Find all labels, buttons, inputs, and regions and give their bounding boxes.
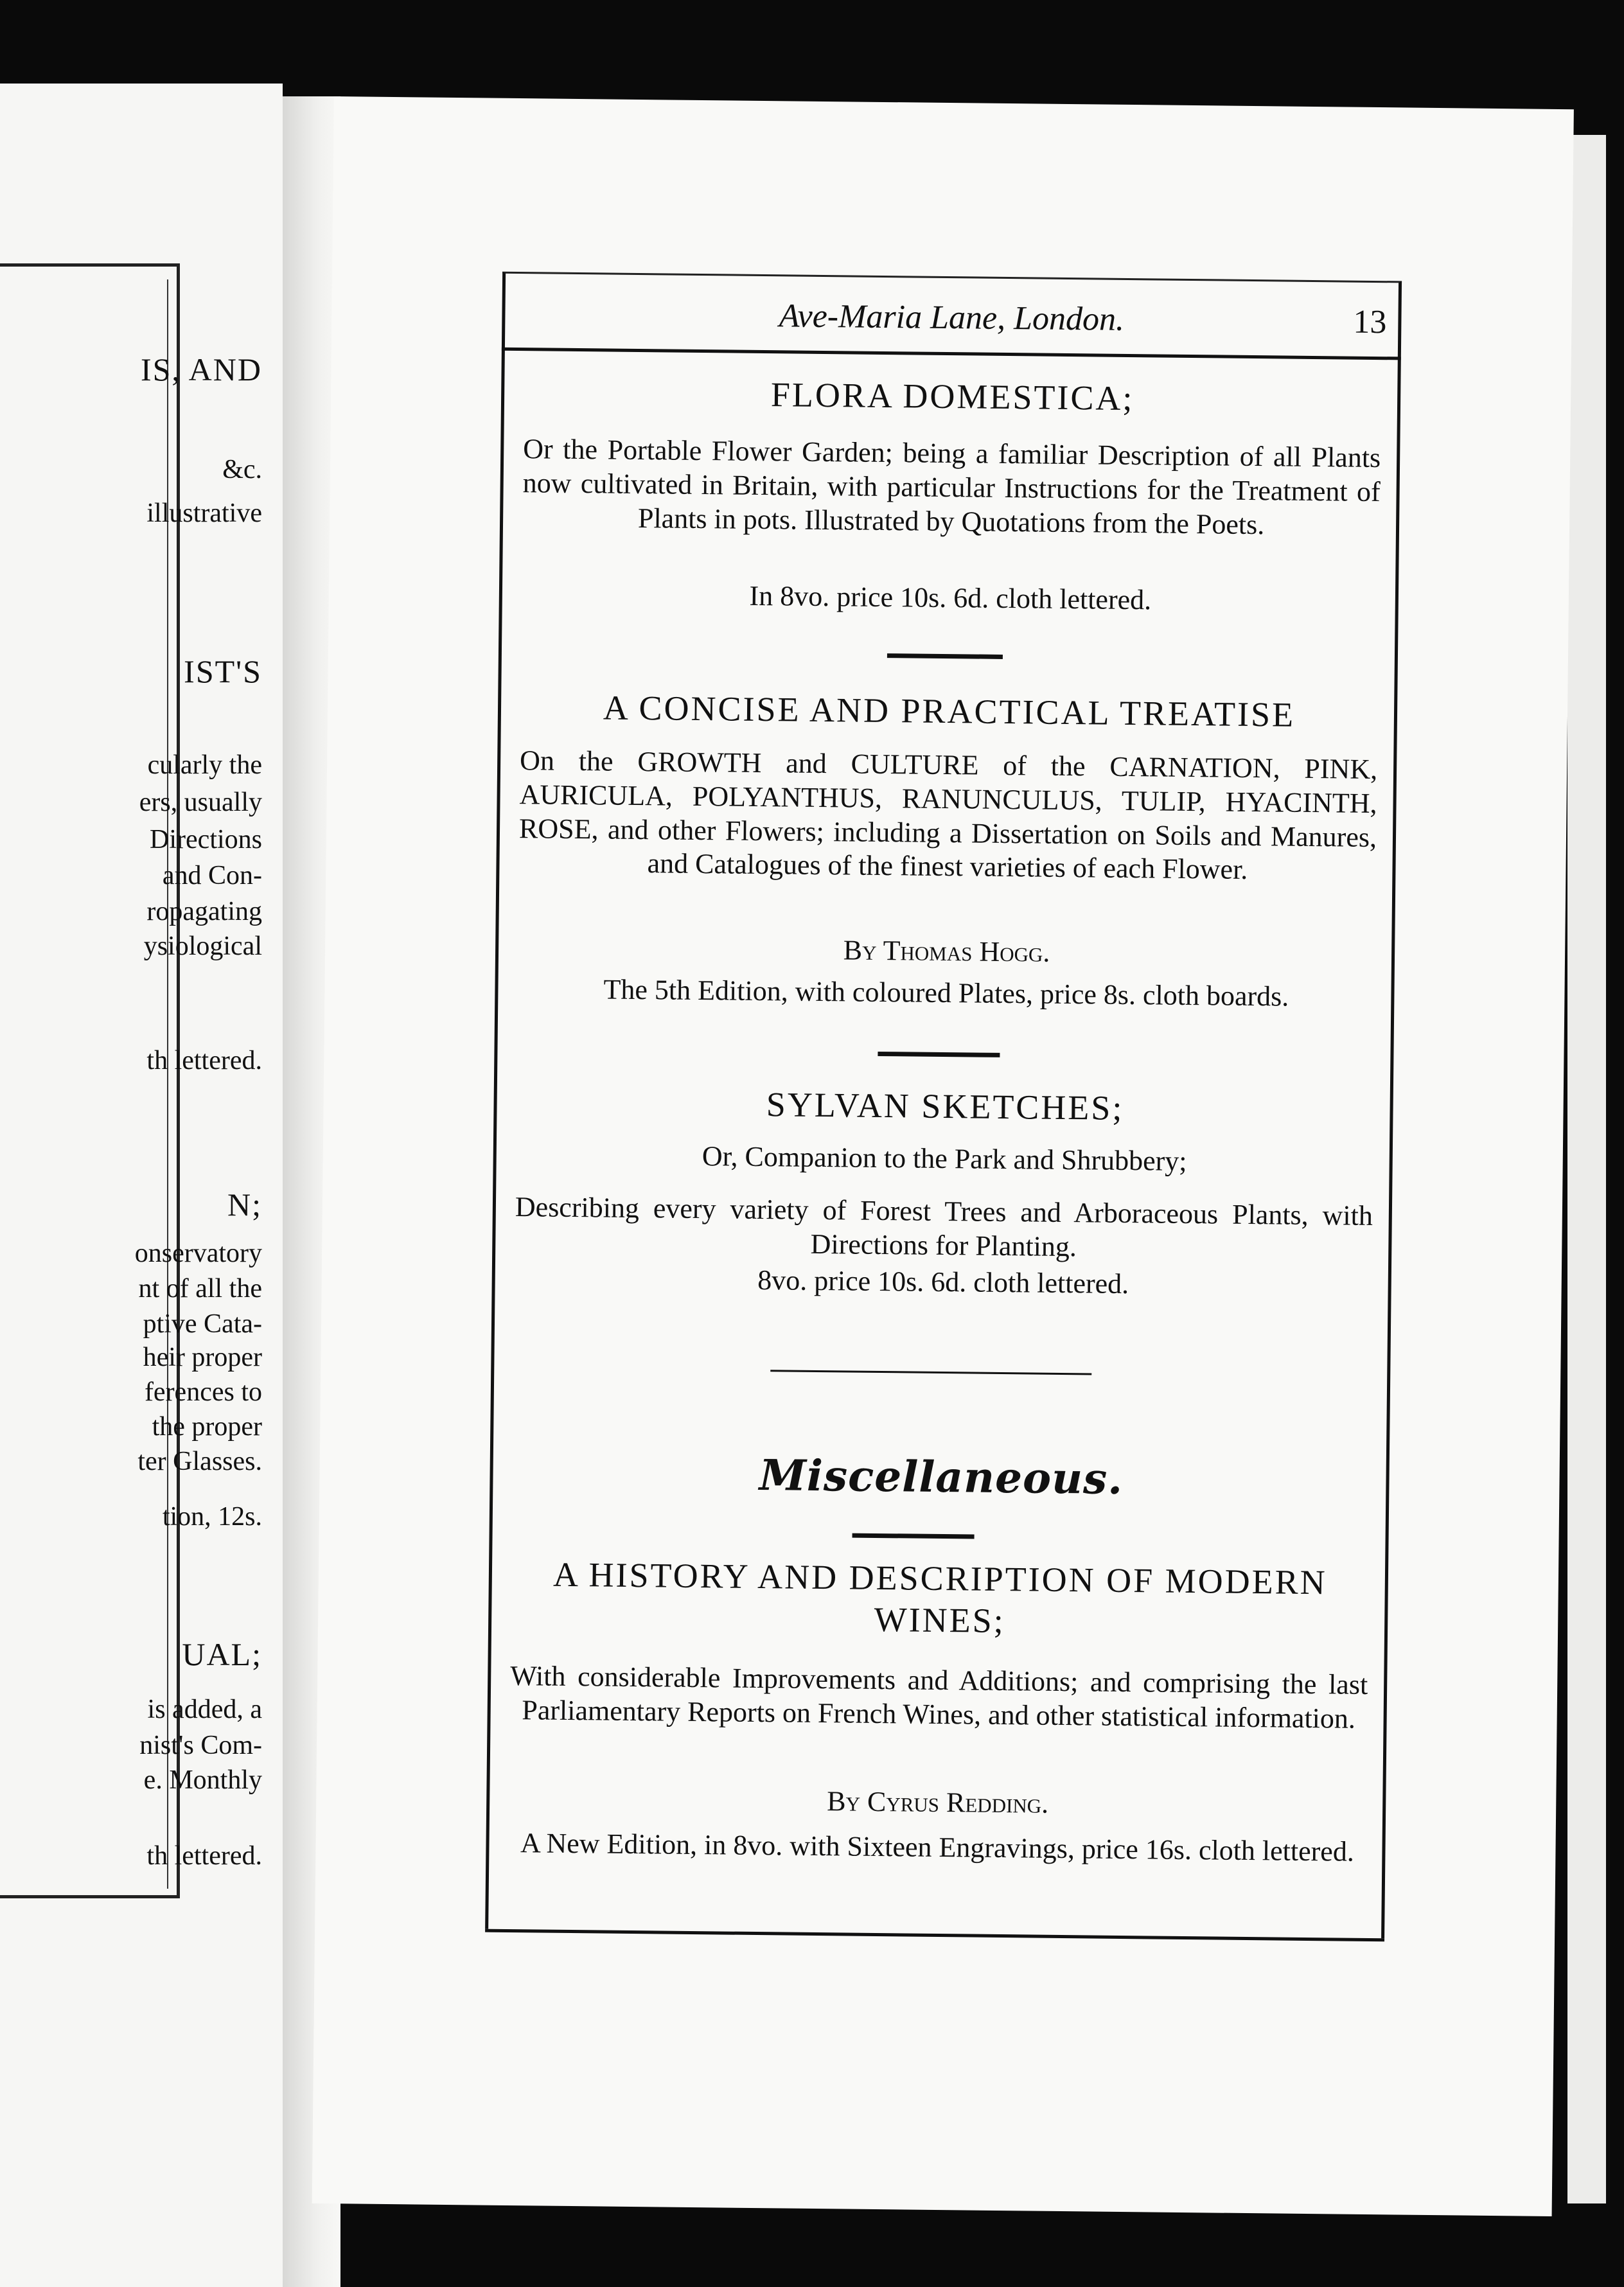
entry-price: In 8vo. price 10s. 6d. cloth lettered. xyxy=(749,579,1152,616)
entry-author: By Cyrus Redding. xyxy=(827,1785,1049,1819)
left-fragment: ysiological xyxy=(143,932,262,961)
left-fragment: ferences to xyxy=(144,1377,262,1407)
left-fragment: IS, AND xyxy=(140,351,262,387)
entry-author: By Thomas Hogg. xyxy=(843,934,1050,968)
left-fragment: illustrative xyxy=(146,499,262,528)
entry-description: On the GROWTH and CULTURE of the CARNATION, PINK, AURICULA, POLYANTHUS, RANUNCULUS, TULIP, HYACINTH, ROSE, and other Flowers; including a Dissertation on Soils and Manures, and Catalogues of the finest varieties of each Flower. xyxy=(518,745,1378,886)
entry-description: Or the Portable Flower Garden; being a familiar Description of all Plants now cultivated in Britain, with particular Instructions for the Treatment of Plants in pots. Illustrated by Quotations from the Poets. xyxy=(522,433,1381,540)
left-fragment: tion, 12s. xyxy=(162,1502,262,1532)
left-fragment: ers, usually xyxy=(139,788,262,817)
entry-title: A HISTORY AND DESCRIPTION OF MODERN WINES; xyxy=(552,1555,1328,1640)
left-fragment: nist's Com- xyxy=(139,1731,262,1760)
entry-title: SYLVAN SKETCHES; xyxy=(766,1085,1124,1127)
entry-title: FLORA DOMESTICA; xyxy=(770,375,1134,418)
entry-price: 8vo. price 10s. 6d. cloth lettered. xyxy=(757,1264,1129,1300)
right-page xyxy=(312,96,1574,2216)
section-heading: Miscellaneous. xyxy=(759,1450,1124,1504)
left-fragment: nt of all the xyxy=(138,1274,262,1303)
left-fragment: th lettered. xyxy=(146,1046,262,1075)
entry-description: Describing every variety of Forest Trees and Arboraceous Plants, with Directions for Planting. xyxy=(515,1191,1373,1262)
left-fragment: and Con- xyxy=(162,861,262,890)
left-page xyxy=(0,84,283,2287)
entry-price: The 5th Edition, with coloured Plates, price 8s. cloth boards. xyxy=(603,973,1289,1012)
left-fragment: ptive Cata- xyxy=(143,1309,262,1339)
left-fragment: onservatory xyxy=(134,1239,262,1268)
entry-title: A CONCISE AND PRACTICAL TREATISE xyxy=(603,688,1296,734)
left-page-inner-rule xyxy=(0,279,168,1889)
left-fragment: ter Glasses. xyxy=(137,1447,262,1476)
left-fragment: &c. xyxy=(222,455,262,484)
entry-subtitle: Or, Companion to the Park and Shrubbery; xyxy=(702,1140,1187,1177)
running-head: Ave-Maria Lane, London. xyxy=(779,297,1125,338)
entry-price: A New Edition, in 8vo. with Sixteen Engravings, price 16s. cloth lettered. xyxy=(520,1827,1355,1868)
left-fragment: cularly the xyxy=(147,750,262,780)
left-fragment: e. Monthly xyxy=(143,1765,262,1795)
left-fragment: Directions xyxy=(150,825,262,854)
left-fragment: th lettered. xyxy=(146,1841,262,1871)
left-fragment: N; xyxy=(227,1187,262,1223)
left-fragment: heir proper xyxy=(143,1343,262,1372)
left-fragment: is added, a xyxy=(147,1695,262,1724)
left-fragment: IST'S xyxy=(184,653,262,689)
left-fragment: ropagating xyxy=(146,897,262,926)
left-fragment: UAL; xyxy=(182,1636,262,1672)
page-edge xyxy=(1567,135,1606,2203)
entry-description: With considerable Improvements and Additions; and comprising the last Parliamentary Reports on French Wines, and other statistical information. xyxy=(510,1660,1368,1735)
left-fragment: the proper xyxy=(152,1412,262,1442)
page-number: 13 xyxy=(1353,303,1387,341)
